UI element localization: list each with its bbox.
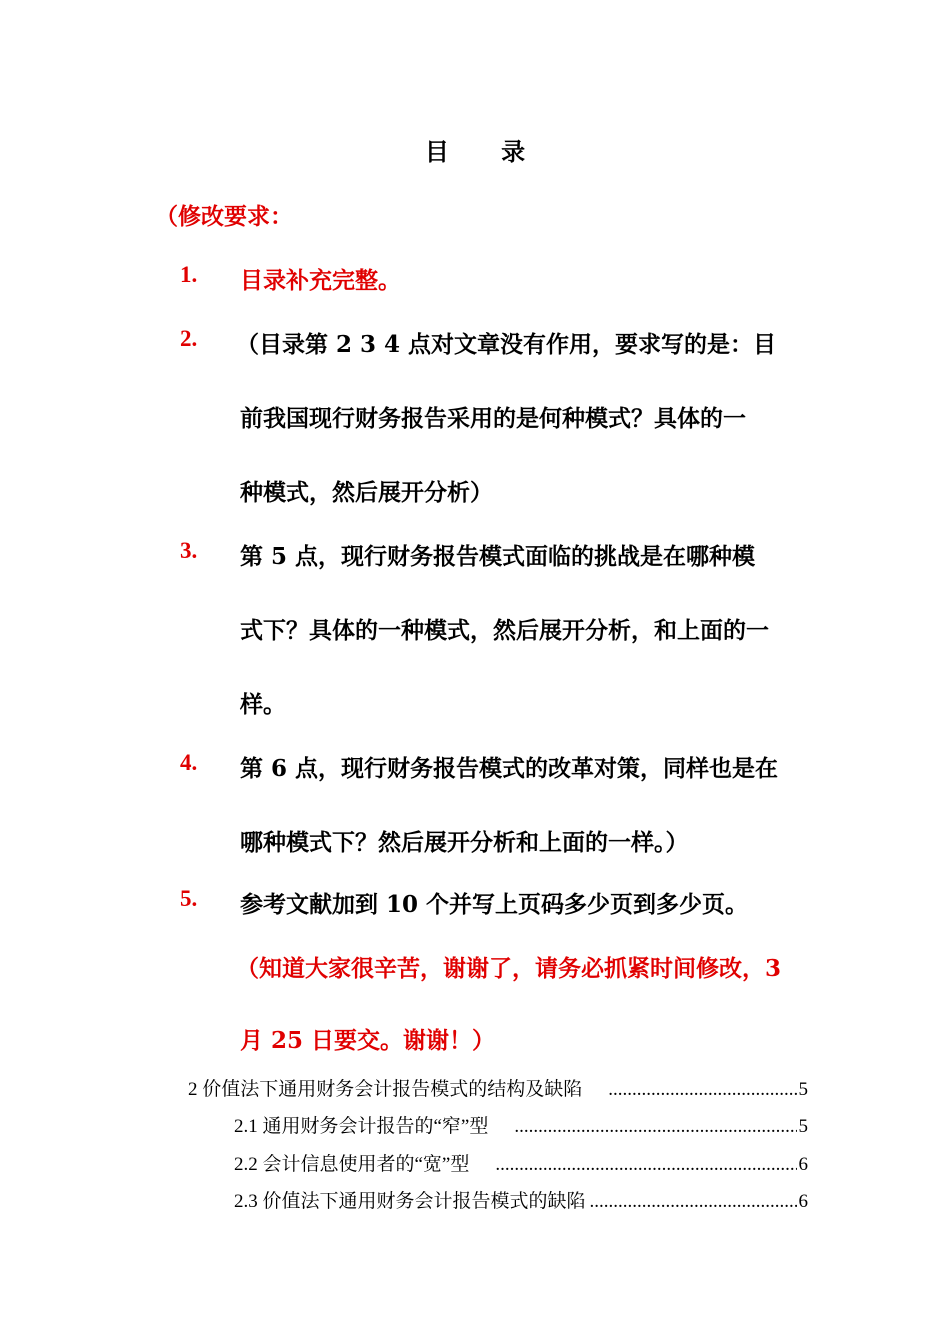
toc-entry[interactable]: [234, 1186, 808, 1213]
closing-note-line: （知道大家很辛苦，谢谢了，请务必抓紧时间修改，3: [236, 955, 782, 982]
toc-entry-label: 2 价值法下通用财务会计报告模式的结构及缺陷: [188, 1079, 583, 1100]
toc-entry-label: 2.3 价值法下通用财务会计报告模式的缺陷: [234, 1191, 586, 1212]
closing-note-line: 月 25 日要交。谢谢！）: [240, 1027, 496, 1054]
toc-leader-dots: [495, 1154, 796, 1176]
item-text-line: 第 6 点，现行财务报告模式的改革对策，同样也是在: [240, 755, 779, 782]
toc-entry[interactable]: [234, 1149, 808, 1176]
requirements-heading: （修改要求：: [155, 203, 293, 230]
item-number: 4.: [180, 750, 198, 775]
toc-entry-page: 5: [798, 1079, 808, 1100]
toc-entry-page: 6: [798, 1191, 808, 1212]
toc-entry[interactable]: [188, 1074, 808, 1101]
toc-leader-dots: [590, 1191, 797, 1213]
item-text-line: 样。: [240, 691, 286, 718]
item-number: 2.: [180, 326, 198, 351]
item-text-line: 第 5 点，现行财务报告模式面临的挑战是在哪种模: [240, 543, 756, 570]
toc-leader-dots: [608, 1079, 796, 1101]
toc-entry-label: 2.2 会计信息使用者的“宽”型: [234, 1154, 470, 1175]
item-number: 5.: [180, 886, 198, 911]
item-number: 3.: [180, 538, 198, 563]
item-text-line: （目录第 2 3 4 点对文章没有作用，要求写的是：目: [236, 331, 777, 358]
item-text-line: 目录补充完整。: [240, 267, 401, 294]
toc-leader-dots: [514, 1116, 796, 1138]
item-text-line: 种模式，然后展开分析）: [240, 479, 493, 506]
toc-entry-page: 5: [798, 1116, 808, 1137]
page-title: 目 录: [424, 137, 548, 166]
item-text-line: 参考文献加到 10 个并写上页码多少页到多少页。: [240, 891, 749, 918]
item-text-line: 前我国现行财务报告采用的是何种模式？具体的一: [240, 405, 746, 432]
item-text-line: 哪种模式下？然后展开分析和上面的一样。）: [240, 829, 689, 856]
toc-entry[interactable]: [234, 1111, 808, 1138]
toc-entry-label: 2.1 通用财务会计报告的“窄”型: [234, 1116, 489, 1137]
item-text-line: 式下？具体的一种模式，然后展开分析，和上面的一: [240, 617, 769, 644]
item-number: 1.: [180, 262, 198, 287]
toc-entry-page: 6: [798, 1154, 808, 1175]
